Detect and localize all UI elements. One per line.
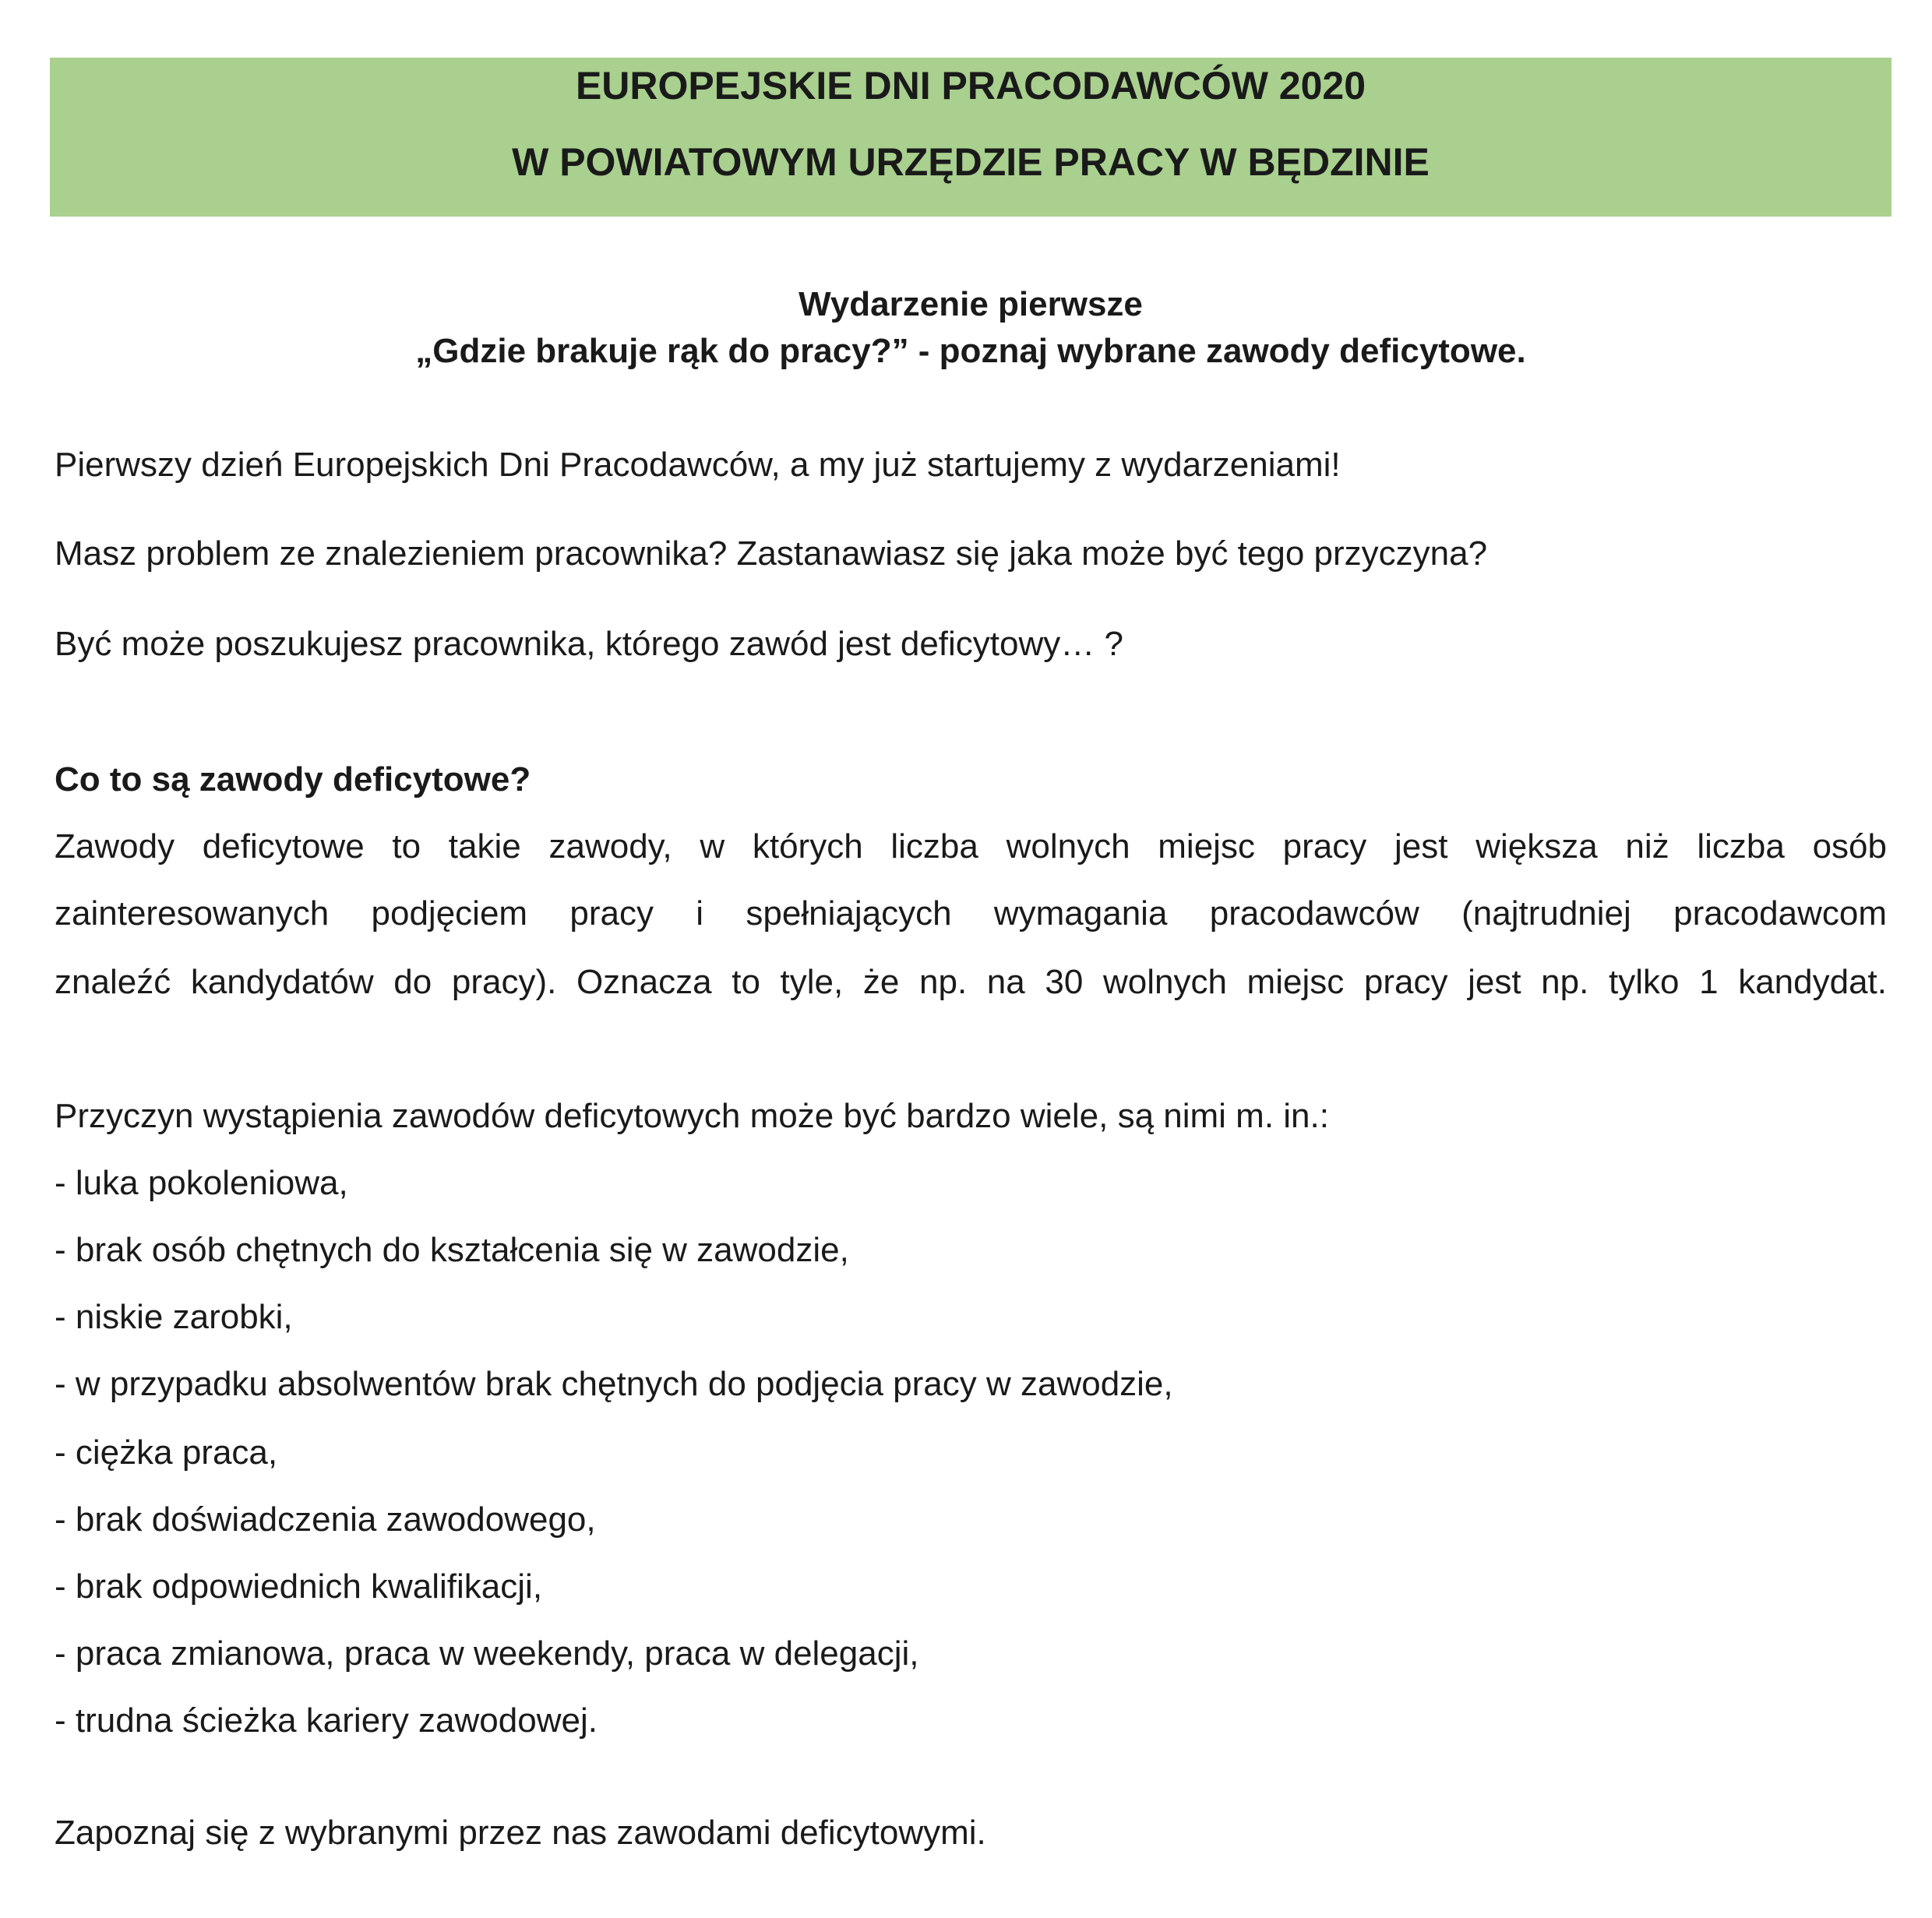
causes-intro: Przyczyn wystąpienia zawodów deficytowych może być bardzo wiele, są nimi m. in.:: [55, 1097, 1329, 1135]
header-title-line1: EUROPEJSKIE DNI PRACODAWCÓW 2020: [575, 64, 1366, 108]
causes-item: - brak odpowiednich kwalifikacji,: [55, 1567, 543, 1606]
intro-paragraph-1: Pierwszy dzień Europejskich Dni Pracodawców, a my już startujemy z wydarzeniami!: [55, 446, 1341, 484]
closing-text: Zapoznaj się z wybranymi przez nas zawodami deficytowymi.: [55, 1814, 986, 1852]
causes-item: - niskie zarobki,: [55, 1298, 293, 1336]
causes-item: - brak doświadczenia zawodowego,: [55, 1500, 596, 1539]
definition-line-2: zainteresowanych podjęciem pracy i spełniających wymagania pracodawców (najtrudniej pracodawcom: [55, 894, 1887, 933]
intro-paragraph-3: Być może poszukujesz pracownika, którego zawód jest deficytowy… ?: [55, 625, 1123, 663]
header-title-line2: W POWIATOWYM URZĘDZIE PRACY W BĘDZINIE: [512, 140, 1430, 184]
header-banner: [50, 58, 1891, 217]
event-title: „Gdzie brakuje rąk do pracy?” - poznaj wybrane zawody deficytowe.: [415, 332, 1526, 370]
event-label: Wydarzenie pierwsze: [799, 285, 1143, 323]
causes-item: - trudna ścieżka kariery zawodowej.: [55, 1701, 598, 1740]
causes-item: - brak osób chętnych do kształcenia się w zawodzie,: [55, 1231, 849, 1269]
causes-item: - ciężka praca,: [55, 1433, 278, 1472]
causes-item: - luka pokoleniowa,: [55, 1164, 348, 1202]
definition-line-3: znaleźć kandydatów do pracy). Oznacza to tyle, że np. na 30 wolnych miejsc pracy jest np. tylko 1 kandydat.: [55, 963, 1887, 1001]
definition-heading: Co to są zawody deficytowe?: [55, 760, 531, 799]
causes-item: - w przypadku absolwentów brak chętnych do podjęcia pracy w zawodzie,: [55, 1365, 1173, 1403]
causes-item: - praca zmianowa, praca w weekendy, praca w delegacji,: [55, 1634, 919, 1673]
intro-paragraph-2: Masz problem ze znalezieniem pracownika? Zastanawiasz się jaka może być tego przyczyna?: [55, 534, 1488, 573]
definition-line-1: Zawody deficytowe to takie zawody, w których liczba wolnych miejsc pracy jest większa niż liczba osób: [55, 827, 1887, 866]
